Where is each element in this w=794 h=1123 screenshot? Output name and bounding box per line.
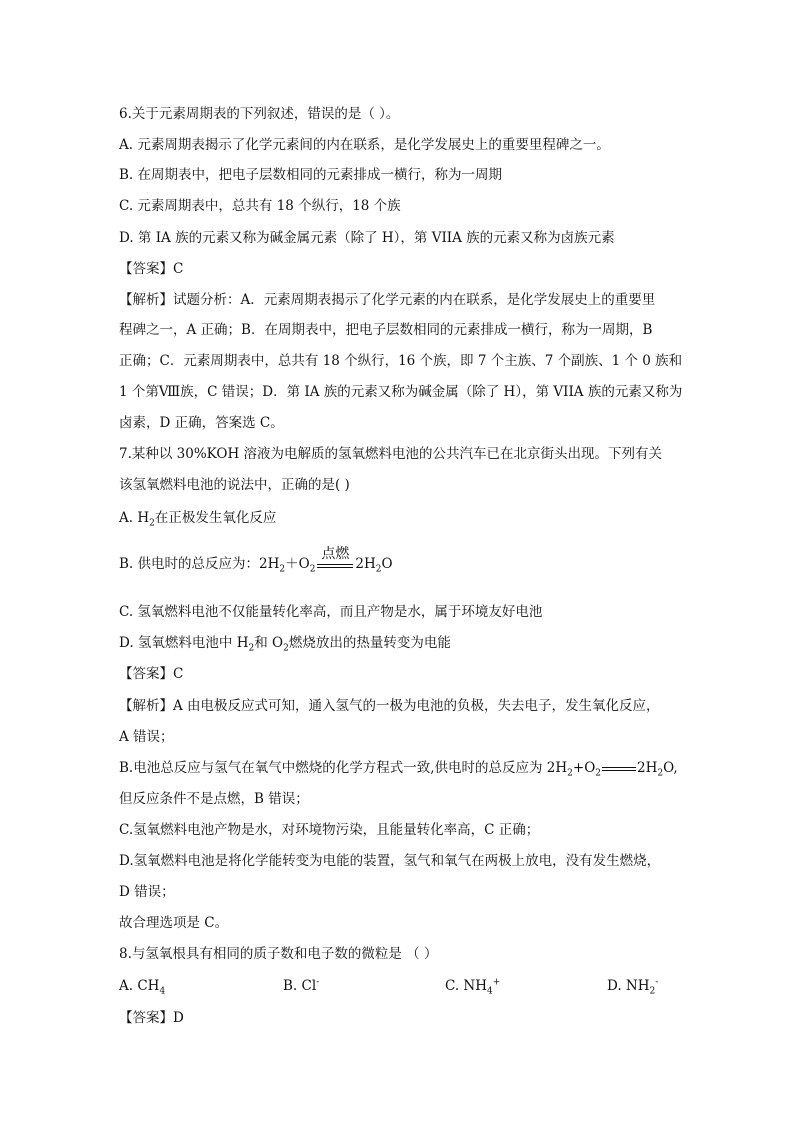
q7-analysis-line: C.氢氧燃料电池产物是水，对环境物污染，且能量转化率高，C 正确； xyxy=(119,822,540,838)
q6-option-c: C. 元素周期表中，总共有 18 个纵行，18 个族 xyxy=(119,198,401,214)
q7-analysis-line: D 错误； xyxy=(119,884,175,900)
q8-option-b: B. Cl- xyxy=(283,977,320,994)
q6-analysis-line: 正确；C．元素周期表中，总共有 18 个纵行，16 个族，即 7 个主族、7 个副族、1 个 0 族和 xyxy=(119,353,683,369)
q6-analysis-line: 卤素，D 正确，答案选 C。 xyxy=(119,415,284,431)
q6-analysis-line: 程碑之一，A 正确；B．在周期表中，把电子层数相同的元素排成一横行，称为一周期，B xyxy=(119,322,653,338)
q8-stem: 8.与氢氧根具有相同的质子数和电子数的微粒是 （ ） xyxy=(119,946,438,962)
q7-option-a: A. $H_2$在正极发生氧化反应 xyxy=(119,510,277,529)
q7-answer: 【答案】C xyxy=(119,666,184,682)
reaction-arrow: 点燃 xyxy=(315,558,355,572)
q7-option-b: B. 供电时的总反应为：$2H_2+O_2$ 点燃 $2H_2O$ xyxy=(119,545,393,575)
q7-option-d: D. 氢氧燃料电池中 $H_2$和 $O_2$燃烧放出的热量转变为电能 xyxy=(119,635,451,654)
q6-option-a: A. 元素周期表揭示了化学元素间的内在联系，是化学发展史上的重要里程碑之一。 xyxy=(119,137,610,153)
q7-stem-line: 7.某种以 30%KOH 溶液为电解质的氢氧燃料电池的公共汽车已在北京街头出现。下列有关 xyxy=(119,446,663,462)
q8-answer: 【答案】D xyxy=(119,1010,184,1026)
q8-option-c: C. $NH_4^+$ xyxy=(445,977,501,997)
q7-analysis-line: A 错误； xyxy=(119,729,174,745)
q7-analysis-line: B.电池总反应与氢气在氧气中燃烧的化学方程式一致,供电时的总反应为 $2H_2+O_2$ $2H_2O$, xyxy=(119,760,678,779)
reaction-arrow xyxy=(601,763,637,775)
q6-analysis-line: 1 个第Ⅷ族，C 错误；D．第 IA 族的元素又称为碱金属（除了 H），第 VIIA 族的元素又称为 xyxy=(119,384,683,400)
q6-analysis-line: 【解析】试题分析：A．元素周期表揭示了化学元素的内在联系，是化学发展史上的重要里 xyxy=(119,292,656,308)
q6-option-b: B. 在周期表中，把电子层数相同的元素排成一横行，称为一周期 xyxy=(119,167,503,183)
q7-analysis-line: 但反应条件不是点燃，B 错误； xyxy=(119,791,309,807)
q7-analysis-line: 【解析】A 由电极反应式可知，通入氢气的一极为电池的负极，失去电子，发生氧化反应， xyxy=(119,698,660,714)
q6-stem: 6.关于元素周期表的下列叙述，错误的是（ ）。 xyxy=(119,106,400,122)
q7-stem-line: 该氢氧燃料电池的说法中，正确的是( ) xyxy=(119,477,350,493)
q8-option-a: A. $CH_4$ xyxy=(119,978,166,997)
q7-option-c: C. 氢氧燃料电池不仅能量转化率高，而且产物是水，属于环境友好电池 xyxy=(119,604,543,620)
q7-analysis-line: 故合理选项是 C。 xyxy=(119,915,229,931)
q7-analysis-line: D.氢氧燃料电池是将化学能转变为电能的装置，氢气和氧气在两极上放电，没有发生燃烧， xyxy=(119,853,661,869)
q6-option-d: D. 第 IA 族的元素又称为碱金属元素（除了 H），第 VIIA 族的元素又称为卤族元素 xyxy=(119,230,615,246)
q6-answer: 【答案】C xyxy=(119,261,184,277)
q8-option-d: D. $NH_2^-$ xyxy=(607,977,659,997)
